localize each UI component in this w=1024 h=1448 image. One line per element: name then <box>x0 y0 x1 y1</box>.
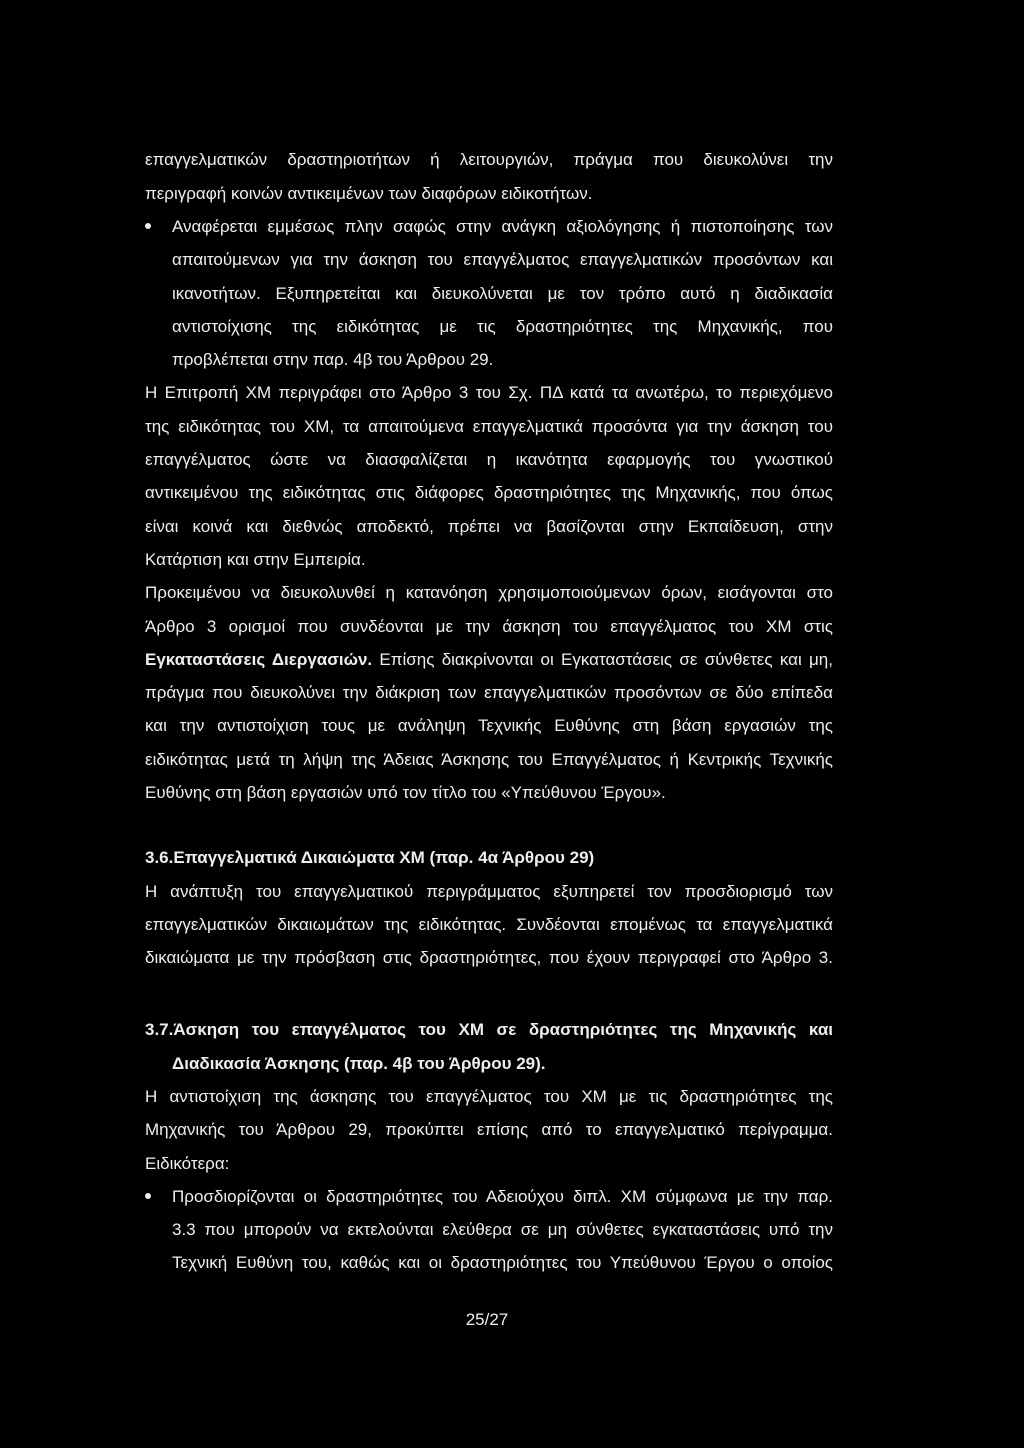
text-line: πράγμα που διευκολύνει την διάκριση των επαγγελματικών προσόντων σε δύο επίπεδα <box>145 683 833 703</box>
paragraph-committee <box>145 376 833 576</box>
text-line: επαγγελματικών δραστηριοτήτων ή λειτουργιών, πράγμα που διευκολύνει την <box>145 150 833 170</box>
text-line: και την αντιστοίχιση τους με ανάληψη Τεχνικής Ευθύνης στη βάση εργασιών της <box>145 716 833 736</box>
section-heading: 3.6.Επαγγελματικά Δικαιώματα ΧΜ (παρ. 4α Άρθρου 29) <box>145 848 595 868</box>
text-line: απαιτούμενων για την άσκηση του επαγγέλματος επαγγελματικών προσόντων και <box>172 250 833 270</box>
text-line: Κατάρτιση και στην Εμπειρία. <box>145 549 366 569</box>
text-line: Άρθρο 3 ορισμοί που συνδέονται με την άσκηση του επαγγέλματος του ΧΜ στις <box>145 616 833 636</box>
text-line: Τεχνική Ευθύνη του, καθώς και οι δραστηριότητες του Υπεύθυνου Έργου ο οποίος <box>172 1253 833 1273</box>
text-line: επαγγέλματος ώστε να διασφαλίζεται η ικανότητα εφαρμογής του γνωστικού <box>145 450 833 470</box>
text-line: της ειδικότητας του ΧΜ, τα απαιτούμενα επαγγελματικά προσόντα για την άσκηση του <box>145 416 833 436</box>
text-line: Μηχανικής του Άρθρου 29, προκύπτει επίσης από το επαγγελματικό περίγραμμα. <box>145 1120 833 1140</box>
text-line: 3.3 που μπορούν να εκτελούνται ελεύθερα σε μη σύνθετες εγκαταστάσεις υπό την <box>172 1220 833 1240</box>
text-line: αντικειμένου της ειδικότητας στις διάφορες δραστηριότητες της Μηχανικής, που όπως <box>145 483 833 503</box>
bullet-item <box>145 210 833 376</box>
section-3-7 <box>145 1013 833 1279</box>
text-line: αντιστοίχισης της ειδικότητας με τις δραστηριότητες της Μηχανικής, που <box>172 316 833 336</box>
text-line: δικαιώματα με την πρόσβαση στις δραστηριότητες, που έχουν περιγραφεί στο Άρθρο 3. <box>145 948 833 968</box>
text-line: επαγγελματικών δικαιωμάτων της ειδικότητας. Συνδέονται επομένως τα επαγγελματικά <box>145 914 833 934</box>
text-line: προβλέπεται στην παρ. 4β του Άρθρου 29. <box>172 350 494 370</box>
text-line: ικανοτήτων. Εξυπηρετείται και διευκολύνεται με τον τρόπο αυτό η διαδικασία <box>172 283 833 303</box>
page-number: 25/27 <box>465 1310 509 1329</box>
text-line: Η ανάπτυξη του επαγγελματικού περιγράμματος εξυπηρετεί τον προσδιορισμό των <box>145 881 833 901</box>
bullet-icon <box>145 223 151 229</box>
text-line: περιγραφή κοινών αντικειμένων των διαφόρων ειδικοτήτων. <box>145 183 593 203</box>
section-heading: 3.7.Άσκηση του επαγγέλματος του ΧΜ σε δραστηριότητες της Μηχανικής και <box>145 1020 833 1040</box>
bullet-icon <box>145 1193 151 1199</box>
text-line: Ευθύνης στη βάση εργασιών υπό τον τίτλο του «Υπεύθυνου Έργου». <box>145 782 666 802</box>
text-line: Προσδιορίζονται οι δραστηριότητες του Αδειούχου διπλ. ΧΜ σύμφωνα με την παρ. <box>172 1186 833 1206</box>
section-heading-continued: Διαδικασία Άσκησης (παρ. 4β του Άρθρου 29). <box>172 1053 546 1073</box>
bullet-item <box>145 1180 833 1280</box>
text-line: Η αντιστοίχιση της άσκησης του επαγγέλματος του ΧΜ με τις δραστηριότητες της <box>145 1086 833 1106</box>
bold-term: Εγκαταστάσεις Διεργασιών. <box>145 649 373 669</box>
text-line: ειδικότητας μετά τη λήψη της Άδειας Άσκησης του Επαγγέλματος ή Κεντρικής Τεχνικής <box>145 749 833 769</box>
text-line: Αναφέρεται εμμέσως πλην σαφώς στην ανάγκη αξιολόγησης ή πιστοποίησης των <box>172 216 833 236</box>
section-3-6 <box>145 841 833 974</box>
text-line: Προκειμένου να διευκολυνθεί η κατανόηση χρησιμοποιούμενων όρων, εισάγονται στο <box>145 583 833 603</box>
text-line: είναι κοινά και διεθνώς αποδεκτό, πρέπει να βασίζονται στην Εκπαίδευση, στην <box>145 516 833 536</box>
text-line: Η Επιτροπή ΧΜ περιγράφει στο Άρθρο 3 του Σχ. ΠΔ κατά τα ανωτέρω, το περιεχόμενο <box>145 383 833 403</box>
text-line: Ειδικότερα: <box>145 1153 230 1173</box>
paragraph-definitions <box>145 576 833 809</box>
text-span: Επίσης διακρίνονται οι Εγκαταστάσεις σε σύνθετες και μη, <box>372 649 833 669</box>
text-line <box>145 643 833 676</box>
body-text-block <box>145 143 833 809</box>
